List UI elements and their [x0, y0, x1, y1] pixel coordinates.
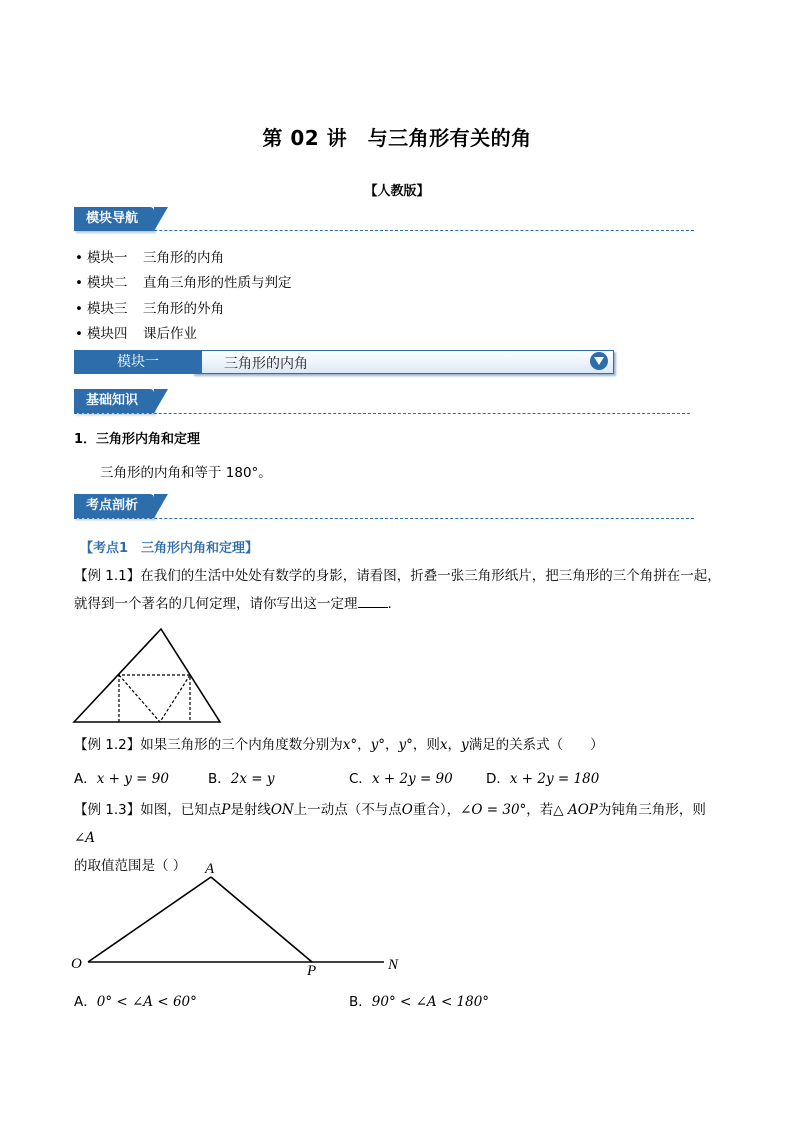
analysis-tab-label: 考点剖析	[86, 498, 139, 513]
var-x-deg: x°	[342, 737, 358, 753]
toc-item-text: 三角形的外角	[142, 301, 224, 317]
toc-item[interactable]	[75, 297, 224, 317]
edition-label: 【人教版】	[364, 184, 430, 199]
module-banner-label: 模块一	[74, 350, 202, 374]
option-b[interactable]	[349, 990, 489, 1010]
knowledge-text: 三角形的内角和等于 180°。	[100, 465, 272, 481]
kaodian-title: 【考点1 三角形内角和定理】	[80, 541, 259, 556]
toc-item-label: 模块三	[86, 301, 128, 317]
toc-bullet: •	[75, 326, 83, 342]
toc-item-label: 模块一	[86, 250, 128, 266]
label-o: O	[71, 956, 82, 972]
point-o: O	[401, 802, 413, 818]
option-expr: x + 2y = 90	[371, 771, 453, 787]
option-label: A．	[74, 994, 97, 1010]
triangle-aop: △ AOP	[553, 802, 598, 818]
knowledge-divider	[74, 413, 690, 414]
chevron-down-icon[interactable]	[590, 352, 608, 370]
example-text: 如图，已知点	[140, 802, 222, 818]
knowledge-tab	[74, 389, 154, 413]
example-text: 是射线	[230, 802, 271, 818]
toc-item-text: 三角形的内角	[142, 250, 224, 266]
nav-tab-label: 模块导航	[86, 211, 139, 226]
label-p: P	[307, 963, 317, 979]
angle-o: ∠O = 30°	[460, 802, 527, 818]
option-label: B．	[349, 994, 372, 1010]
example-text: 重合），	[412, 802, 461, 818]
option-label: C．	[349, 771, 372, 787]
toc-item-label: 模块二	[86, 275, 128, 291]
option-label: A．	[74, 771, 97, 787]
example-tag: 【例 1.3】	[74, 802, 141, 818]
sep: ，	[385, 737, 399, 753]
sep: ，	[357, 737, 371, 753]
example-tag: 【例 1.1】	[74, 568, 141, 584]
option-expr: 90° < ∠A < 180°	[371, 994, 490, 1010]
var-x: x	[439, 737, 448, 753]
option-label: D．	[486, 771, 510, 787]
knowledge-heading: 1．三角形内角和定理	[74, 432, 201, 447]
toc-item-text: 课后作业	[142, 326, 197, 342]
example-1-3-line1	[74, 796, 724, 852]
knowledge-tab-label: 基础知识	[86, 393, 139, 408]
example-1-1-line1	[74, 562, 724, 590]
var-y-deg: y°	[370, 737, 386, 753]
example-text: 上一动点（不与点	[293, 802, 402, 818]
folded-triangle-figure	[70, 625, 226, 727]
example-text: 如果三角形的三个内角度数分别为	[140, 737, 343, 753]
ray-on: ON	[270, 802, 294, 818]
segment-oa	[88, 877, 211, 962]
module-banner[interactable]	[74, 350, 612, 374]
answer-blank[interactable]	[358, 593, 388, 608]
page-title: 第 02 讲 与三角形有关的角	[262, 126, 532, 150]
sep: ，	[447, 737, 462, 753]
angle-a: ∠A	[74, 830, 96, 846]
toc-item-label: 模块四	[86, 326, 128, 342]
option-expr: 0° < ∠A < 60°	[96, 994, 197, 1010]
option-label: B．	[208, 771, 231, 787]
option-expr: 2x = y	[230, 771, 275, 787]
option-d[interactable]	[486, 767, 599, 787]
toc-bullet: •	[75, 301, 83, 317]
example-text: 就得到一个著名的几何定理，请你写出这一定理	[74, 596, 358, 612]
var-y: y	[461, 737, 469, 753]
example-1-3-line2: 的取值范围是（ ）	[74, 858, 187, 874]
toc-bullet: •	[75, 250, 83, 266]
toc-item[interactable]	[75, 246, 224, 266]
aop-figure	[66, 856, 412, 982]
option-a[interactable]	[74, 767, 169, 787]
toc-item[interactable]	[75, 322, 197, 342]
option-expr: x + 2y = 180	[509, 771, 600, 787]
var-y-deg: y°	[398, 737, 413, 753]
label-a: A	[205, 861, 215, 877]
example-text: ，若	[526, 802, 554, 818]
example-text-end: .	[387, 596, 392, 612]
fold-rectangle	[119, 675, 190, 722]
nav-tab	[74, 207, 154, 231]
example-text: 在我们的生活中处处有数学的身影，请看图，折叠一张三角形纸片，把三角形的三个角拼在一起，	[140, 568, 721, 584]
fold-lines	[119, 675, 190, 722]
option-a[interactable]	[74, 990, 197, 1010]
option-c[interactable]	[349, 767, 453, 787]
analysis-divider	[74, 518, 694, 519]
toc-bullet: •	[75, 275, 83, 291]
example-1-1-line2	[74, 590, 724, 618]
point-p: P	[221, 802, 231, 818]
segment-ap	[211, 877, 312, 962]
analysis-tab	[74, 494, 154, 518]
toc-item[interactable]	[75, 271, 291, 291]
nav-divider	[74, 230, 694, 231]
example-text: 为钝角三角形，则	[597, 802, 706, 818]
example-text: 满足的关系式（ ）	[468, 737, 604, 753]
toc-item-text: 直角三角形的性质与判定	[142, 275, 292, 291]
label-n: N	[388, 957, 399, 973]
example-1-1	[74, 562, 724, 618]
example-text: ，则	[412, 737, 440, 753]
option-expr: x + y = 90	[96, 771, 169, 787]
module-banner-title: 三角形的内角	[224, 356, 308, 372]
option-b[interactable]	[208, 767, 275, 787]
example-1-2	[74, 731, 724, 759]
example-tag: 【例 1.2】	[74, 737, 141, 753]
